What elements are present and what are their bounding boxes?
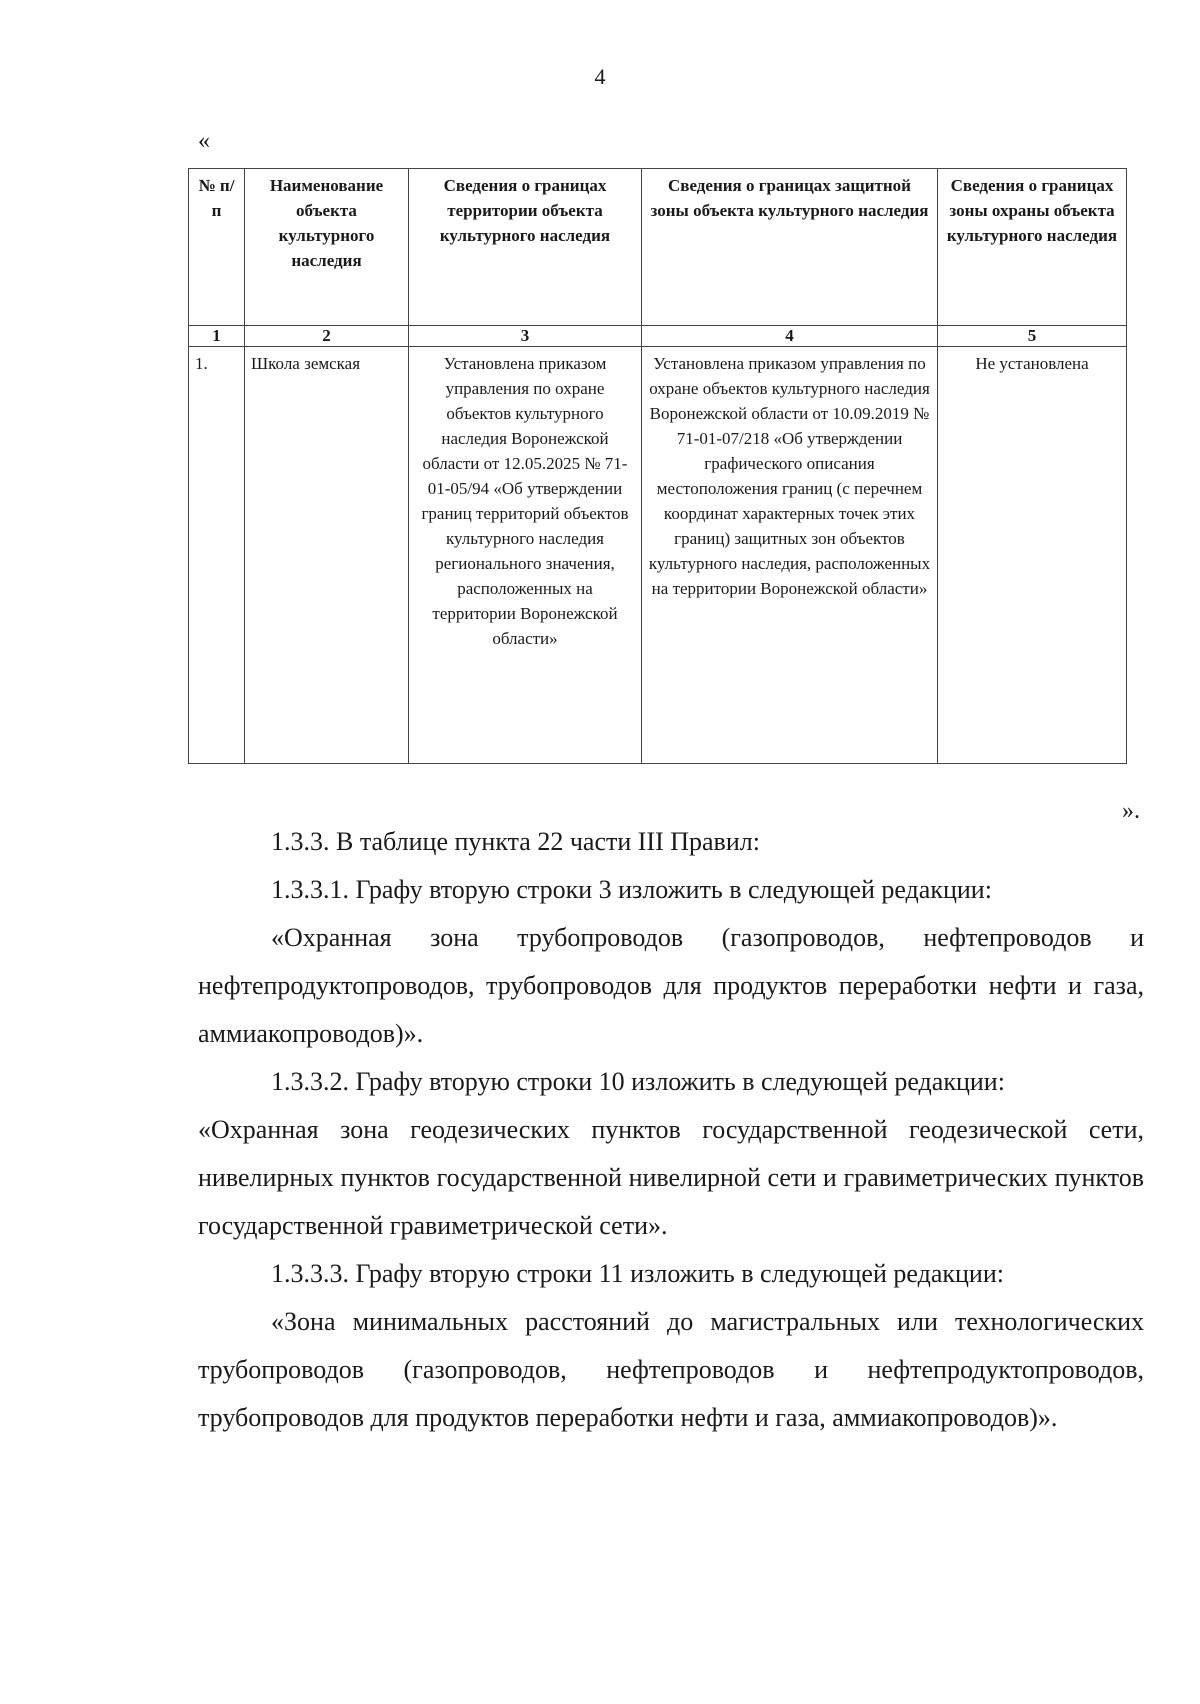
paragraph-quote-min-distances: «Зона минимальных расстояний до магистральных или технологических трубопроводов (газопроводов, нефтепроводов и нефтепродуктопроводов, трубопроводов для продуктов переработки нефти и газа, аммиакопроводов)». <box>198 1307 1144 1432</box>
column-number: 4 <box>642 326 938 347</box>
column-number: 1 <box>189 326 245 347</box>
table-close-quote: ». <box>1122 798 1140 824</box>
paragraph-1-3-3-3: 1.3.3.3. Графу вторую строки 11 изложить в следующей редакции: <box>271 1259 1004 1288</box>
table-open-quote: « <box>198 128 210 154</box>
row-territory: Установлена приказом управления по охране объектов культурного наследия Воронежской области от 12.05.2025 № 71-01-05/94 «Об утверждении границ территорий объектов культурного наследия регионального значения, расположенных на территории Воронежской области» <box>409 347 642 764</box>
header-object-name: Наименование объекта культурного наследия <box>245 169 409 326</box>
body-text <box>198 818 1144 1442</box>
header-territory-boundaries: Сведения о границах территории объекта культурного наследия <box>409 169 642 326</box>
paragraph-1-3-3: 1.3.3. В таблице пункта 22 части III Правил: <box>271 827 760 856</box>
header-security-zone-boundaries: Сведения о границах зоны охраны объекта культурного наследия <box>938 169 1127 326</box>
paragraph-1-3-3-1: 1.3.3.1. Графу вторую строки 3 изложить в следующей редакции: <box>271 875 992 904</box>
header-number: № п/п <box>189 169 245 326</box>
row-object-name: Школа земская <box>245 347 409 764</box>
heritage-table <box>188 168 1127 764</box>
row-protective-zone: Установлена приказом управления по охране объектов культурного наследия Воронежской области от 10.09.2019 № 71-01-07/218 «Об утверждении графического описания местоположения границ (с перечнем координат характерных точек этих границ) защитных зон объектов культурного наследия, расположенных на территории Воронежской области» <box>642 347 938 764</box>
table-row <box>189 347 1127 764</box>
header-protective-zone-boundaries: Сведения о границах защитной зоны объекта культурного наследия <box>642 169 938 326</box>
table-header-row <box>189 169 1127 326</box>
row-number: 1. <box>189 347 245 764</box>
column-number: 2 <box>245 326 409 347</box>
paragraph-quote-pipelines: «Охранная зона трубопроводов (газопроводов, нефтепроводов и нефтепродуктопроводов, трубопроводов для продуктов переработки нефти и газа, аммиакопроводов)». <box>198 923 1144 1048</box>
column-numbers-row <box>189 326 1127 347</box>
column-number: 5 <box>938 326 1127 347</box>
row-security-zone: Не установлена <box>938 347 1127 764</box>
paragraph-quote-geodetic: «Охранная зона геодезических пунктов государственной геодезической сети, нивелирных пунктов государственной нивелирной сети и гравиметрических пунктов государственной гравиметрической сети». <box>198 1115 1144 1240</box>
column-number: 3 <box>409 326 642 347</box>
page-number: 4 <box>594 64 606 89</box>
paragraph-1-3-3-2: 1.3.3.2. Графу вторую строки 10 изложить в следующей редакции: <box>271 1067 1005 1096</box>
